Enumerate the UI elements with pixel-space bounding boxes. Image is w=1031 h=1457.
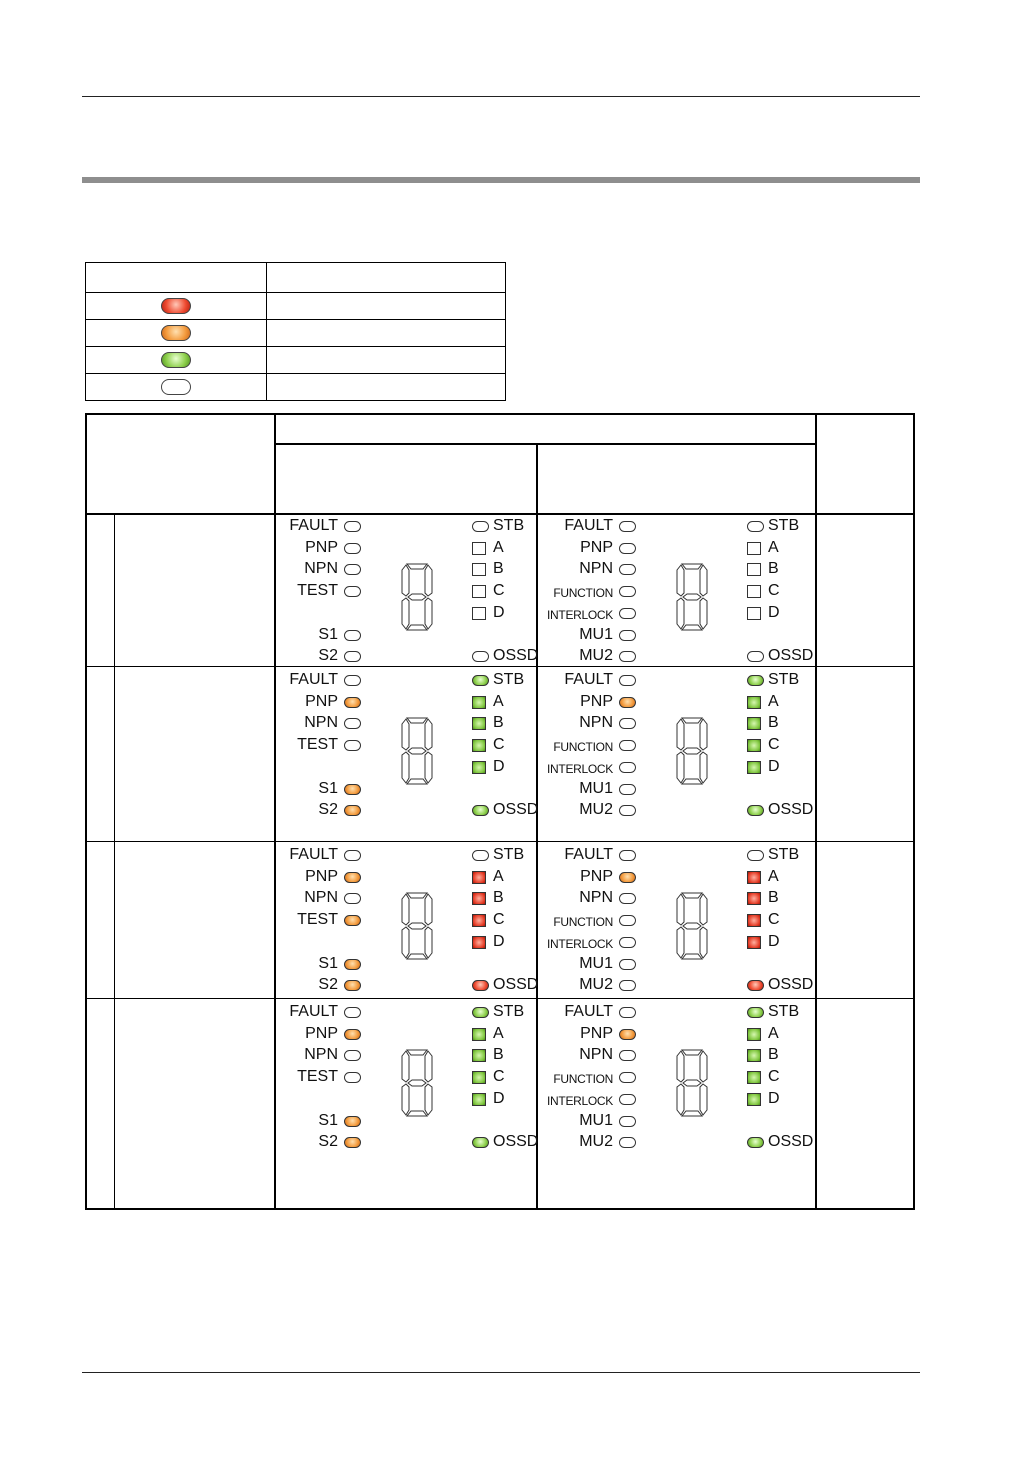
indicator-label-ossd: OSSD xyxy=(493,647,539,665)
led-ossd-icon xyxy=(747,651,764,662)
led-c-icon xyxy=(747,914,761,927)
indicator-label-a: A xyxy=(768,867,779,885)
seven-segment-display xyxy=(400,562,434,632)
legend-header-meaning xyxy=(267,263,506,293)
led-function-icon xyxy=(619,740,636,751)
indicator-label-interlock: INTERLOCK xyxy=(547,1093,613,1108)
led-function-icon xyxy=(619,586,636,597)
indicator-label-pnp: PNP xyxy=(305,692,338,710)
led-c-icon xyxy=(747,739,761,752)
indicator-label-pnp: PNP xyxy=(305,538,338,556)
led-mu2-icon xyxy=(619,805,636,816)
indicator-label-s1: S1 xyxy=(318,779,338,797)
led-stb-icon xyxy=(747,1007,764,1018)
indicator-label-b: B xyxy=(493,889,504,907)
led-d-icon xyxy=(747,607,761,620)
led-pnp-icon xyxy=(344,543,361,554)
legend-text xyxy=(267,320,506,347)
seven-segment-display xyxy=(675,716,709,786)
led-fault-icon xyxy=(619,1007,636,1018)
seven-segment-display xyxy=(675,1048,709,1118)
indicator-label-d: D xyxy=(768,757,780,775)
indicator-label-d: D xyxy=(768,1089,780,1107)
indicator-label-b: B xyxy=(768,714,779,732)
led-fault-icon xyxy=(344,675,361,686)
row-number-divider xyxy=(114,514,115,1210)
led-d-icon xyxy=(747,1093,761,1106)
indicator-label-a: A xyxy=(493,538,504,556)
led-b-icon xyxy=(747,892,761,905)
indicator-label-a: A xyxy=(493,1024,504,1042)
footer-rule xyxy=(82,1372,920,1373)
indicator-label-fault: FAULT xyxy=(289,517,338,534)
led-s1-icon xyxy=(344,784,361,795)
indicator-label-s2: S2 xyxy=(318,647,338,665)
legend-text xyxy=(267,347,506,374)
indicator-label-stb: STB xyxy=(493,846,525,863)
row-divider xyxy=(86,841,915,842)
led-test-icon xyxy=(344,915,361,926)
led-mu2-icon xyxy=(619,651,636,662)
led-mu1-icon xyxy=(619,784,636,795)
led-stb-icon xyxy=(747,850,764,861)
indicator-label-b: B xyxy=(768,560,779,578)
legend-row xyxy=(86,374,506,401)
led-pnp-icon xyxy=(344,872,361,883)
indicator-label-function: FUNCTION xyxy=(553,915,613,930)
led-npn-icon xyxy=(344,893,361,904)
indicator-label-test: TEST xyxy=(297,736,338,754)
indicator-label-s2: S2 xyxy=(318,976,338,994)
led-fault-icon xyxy=(344,1007,361,1018)
indicator-label-function: FUNCTION xyxy=(553,740,613,755)
led-mu2-icon xyxy=(619,980,636,991)
led-pnp-icon xyxy=(619,872,636,883)
led-npn-icon xyxy=(344,1050,361,1061)
led-s2-icon xyxy=(344,1137,361,1148)
led-npn-icon xyxy=(619,718,636,729)
led-mu2-icon xyxy=(619,1137,636,1148)
led-pnp-icon xyxy=(619,1029,636,1040)
indicator-label-npn: NPN xyxy=(304,889,338,907)
indicator-label-s2: S2 xyxy=(318,801,338,819)
indicator-label-s1: S1 xyxy=(318,625,338,643)
indicator-label-npn: NPN xyxy=(579,1046,613,1064)
indicator-label-stb: STB xyxy=(768,1003,800,1020)
indicator-label-pnp: PNP xyxy=(580,1024,613,1042)
indicator-label-npn: NPN xyxy=(304,1046,338,1064)
led-c-icon xyxy=(747,1071,761,1084)
indicator-label-a: A xyxy=(768,692,779,710)
indicator-label-interlock: INTERLOCK xyxy=(547,761,613,776)
indicator-label-mu1: MU1 xyxy=(579,625,613,643)
indicator-label-d: D xyxy=(493,603,505,621)
indicator-label-a: A xyxy=(493,692,504,710)
indicator-label-stb: STB xyxy=(493,517,525,534)
led-function-icon xyxy=(619,915,636,926)
seven-segment-display xyxy=(400,1048,434,1118)
seven-segment-display xyxy=(400,716,434,786)
indicator-label-stb: STB xyxy=(768,517,800,534)
indicator-label-test: TEST xyxy=(297,1068,338,1086)
led-s2-icon xyxy=(344,805,361,816)
indicator-label-b: B xyxy=(493,1046,504,1064)
off-led-icon xyxy=(161,379,191,395)
indicator-label-s2: S2 xyxy=(318,1133,338,1151)
led-npn-icon xyxy=(344,564,361,575)
row-divider xyxy=(86,666,915,667)
indicator-label-npn: NPN xyxy=(579,889,613,907)
indicator-label-fault: FAULT xyxy=(564,517,613,534)
legend-text xyxy=(267,374,506,401)
led-interlock-icon xyxy=(619,937,636,948)
indicator-label-mu2: MU2 xyxy=(579,1133,613,1151)
indicator-label-fault: FAULT xyxy=(564,671,613,688)
led-mu1-icon xyxy=(619,630,636,641)
indicator-label-ossd: OSSD xyxy=(493,801,539,819)
led-pnp-icon xyxy=(344,1029,361,1040)
indicator-label-stb: STB xyxy=(493,1003,525,1020)
led-npn-icon xyxy=(619,1050,636,1061)
indicator-label-ossd: OSSD xyxy=(768,1133,814,1151)
led-fault-icon xyxy=(619,850,636,861)
indicator-label-mu1: MU1 xyxy=(579,779,613,797)
indicator-label-ossd: OSSD xyxy=(493,976,539,994)
led-pnp-icon xyxy=(619,543,636,554)
indicator-label-test: TEST xyxy=(297,582,338,600)
indicator-label-mu2: MU2 xyxy=(579,647,613,665)
indicator-label-b: B xyxy=(493,560,504,578)
led-pnp-icon xyxy=(619,697,636,708)
indicator-label-c: C xyxy=(768,736,780,754)
led-stb-icon xyxy=(747,675,764,686)
indicator-label-mu1: MU1 xyxy=(579,1111,613,1129)
legend-row xyxy=(86,293,506,320)
led-a-icon xyxy=(747,542,761,555)
indicator-label-a: A xyxy=(768,538,779,556)
indicator-label-stb: STB xyxy=(768,846,800,863)
indicator-label-b: B xyxy=(493,714,504,732)
led-fault-icon xyxy=(619,675,636,686)
led-a-icon xyxy=(747,696,761,709)
seven-segment-display xyxy=(675,891,709,961)
led-test-icon xyxy=(344,740,361,751)
led-npn-icon xyxy=(619,893,636,904)
legend-text xyxy=(267,293,506,320)
indicator-label-c: C xyxy=(768,582,780,600)
led-fault-icon xyxy=(344,521,361,532)
indicator-label-pnp: PNP xyxy=(305,867,338,885)
indicator-label-mu1: MU1 xyxy=(579,954,613,972)
indicator-label-fault: FAULT xyxy=(289,846,338,863)
section-title-bar xyxy=(82,177,920,183)
led-s2-icon xyxy=(344,651,361,662)
led-test-icon xyxy=(344,586,361,597)
led-mu1-icon xyxy=(619,959,636,970)
col-divider xyxy=(815,414,817,1210)
indicator-label-d: D xyxy=(493,757,505,775)
legend-header-led xyxy=(86,263,267,293)
indicator-label-d: D xyxy=(768,932,780,950)
legend-row xyxy=(86,347,506,374)
led-npn-icon xyxy=(344,718,361,729)
led-s1-icon xyxy=(344,1116,361,1127)
led-s2-icon xyxy=(344,980,361,991)
indicator-label-c: C xyxy=(493,736,505,754)
indicator-label-ossd: OSSD xyxy=(493,1133,539,1151)
led-d-icon xyxy=(747,936,761,949)
led-npn-icon xyxy=(619,564,636,575)
indicator-label-interlock: INTERLOCK xyxy=(547,936,613,951)
indicator-label-d: D xyxy=(493,1089,505,1107)
indicator-label-fault: FAULT xyxy=(289,1003,338,1020)
led-stb-icon xyxy=(747,521,764,532)
seven-segment-display xyxy=(400,891,434,961)
indicator-label-d: D xyxy=(768,603,780,621)
indicator-label-a: A xyxy=(493,867,504,885)
legend-row xyxy=(86,320,506,347)
indicator-label-test: TEST xyxy=(297,911,338,929)
led-interlock-icon xyxy=(619,762,636,773)
indicator-label-ossd: OSSD xyxy=(768,647,814,665)
led-d-icon xyxy=(747,761,761,774)
indicator-label-fault: FAULT xyxy=(289,671,338,688)
header-bottom-divider xyxy=(86,513,915,515)
indicator-label-c: C xyxy=(493,1068,505,1086)
green-led-icon xyxy=(161,352,191,368)
indicator-label-pnp: PNP xyxy=(580,867,613,885)
indicator-label-ossd: OSSD xyxy=(768,801,814,819)
indicator-label-s1: S1 xyxy=(318,1111,338,1129)
indicator-label-function: FUNCTION xyxy=(553,586,613,601)
indicator-label-npn: NPN xyxy=(304,560,338,578)
led-ossd-icon xyxy=(747,805,764,816)
led-a-icon xyxy=(747,1028,761,1041)
led-pnp-icon xyxy=(344,697,361,708)
red-led-icon xyxy=(161,298,191,314)
indicator-label-pnp: PNP xyxy=(580,538,613,556)
indicator-label-mu2: MU2 xyxy=(579,801,613,819)
led-fault-icon xyxy=(344,850,361,861)
indicator-label-mu2: MU2 xyxy=(579,976,613,994)
led-fault-icon xyxy=(619,521,636,532)
indicator-label-c: C xyxy=(768,911,780,929)
row-divider xyxy=(86,998,915,999)
indicator-label-stb: STB xyxy=(493,671,525,688)
seven-segment-display xyxy=(675,562,709,632)
header-rule xyxy=(82,96,920,97)
led-mu1-icon xyxy=(619,1116,636,1127)
orange-led-icon xyxy=(161,325,191,341)
led-b-icon xyxy=(747,563,761,576)
led-ossd-icon xyxy=(747,980,764,991)
legend-table xyxy=(85,262,506,401)
indicator-label-fault: FAULT xyxy=(564,1003,613,1020)
led-ossd-icon xyxy=(747,1137,764,1148)
indicator-label-d: D xyxy=(493,932,505,950)
indicator-label-stb: STB xyxy=(768,671,800,688)
indicator-label-function: FUNCTION xyxy=(553,1072,613,1087)
indicator-label-b: B xyxy=(768,1046,779,1064)
led-s1-icon xyxy=(344,959,361,970)
led-interlock-icon xyxy=(619,608,636,619)
indicator-label-npn: NPN xyxy=(579,560,613,578)
led-b-icon xyxy=(747,717,761,730)
indicator-label-ossd: OSSD xyxy=(768,976,814,994)
led-test-icon xyxy=(344,1072,361,1083)
indicator-label-pnp: PNP xyxy=(305,1024,338,1042)
indicator-label-c: C xyxy=(768,1068,780,1086)
led-b-icon xyxy=(747,1049,761,1062)
led-c-icon xyxy=(747,585,761,598)
led-function-icon xyxy=(619,1072,636,1083)
header-divider xyxy=(276,443,816,445)
indicator-label-c: C xyxy=(493,911,505,929)
indicator-label-b: B xyxy=(768,889,779,907)
led-interlock-icon xyxy=(619,1094,636,1105)
indicator-label-npn: NPN xyxy=(304,714,338,732)
indicator-label-s1: S1 xyxy=(318,954,338,972)
led-s1-icon xyxy=(344,630,361,641)
led-a-icon xyxy=(747,871,761,884)
indicator-label-pnp: PNP xyxy=(580,692,613,710)
indicator-label-fault: FAULT xyxy=(564,846,613,863)
indicator-label-interlock: INTERLOCK xyxy=(547,607,613,622)
indicator-label-npn: NPN xyxy=(579,714,613,732)
indicator-label-a: A xyxy=(768,1024,779,1042)
indicator-label-c: C xyxy=(493,582,505,600)
